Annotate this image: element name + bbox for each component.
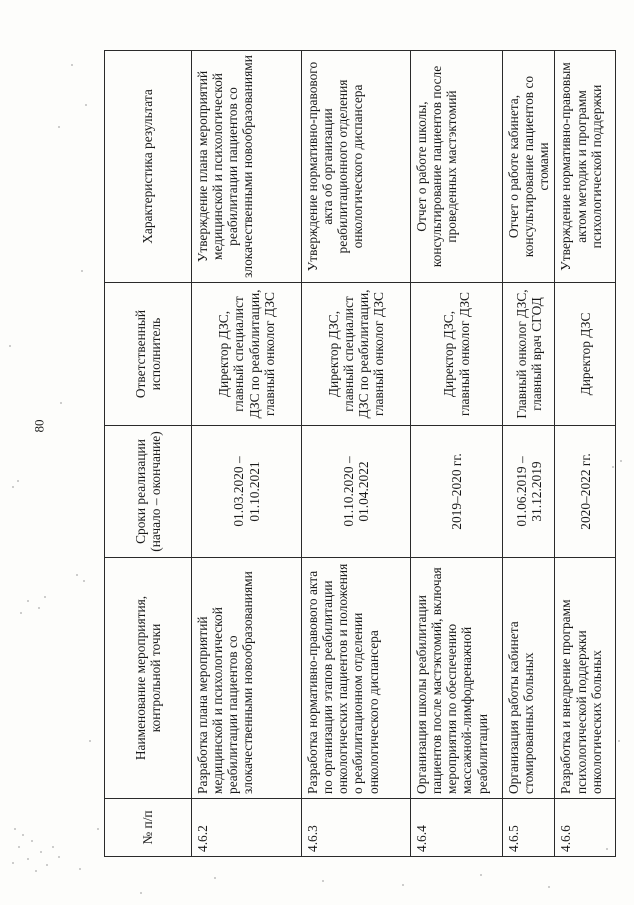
cell-responsible: Директор ДЗС, главный онколог ДЗС xyxy=(411,283,503,426)
cell-name: Организация школы реабилитации пациентов после мастэктомий, включая мероприятия по обеспечению массажной-лимфодренажной реабилитации xyxy=(411,558,503,799)
header-dates: Сроки реализации (начало – окончание) xyxy=(105,426,192,558)
header-result: Характеристика результата xyxy=(105,51,192,283)
table-header-row xyxy=(105,51,192,857)
cell-dates: 01.03.2020 – 01.10.2021 xyxy=(192,426,302,558)
cell-result: Утверждение нормативно-правовым актом методик и программ психологической поддержки xyxy=(555,51,616,283)
cell-number: 4.6.6 xyxy=(555,799,616,857)
cell-responsible: Директор ДЗС, главный специалист ДЗС по реабилитации, главный онколог ДЗС xyxy=(302,283,411,426)
cell-dates: 2019–2020 гг. xyxy=(411,426,503,558)
cell-number: 4.6.5 xyxy=(503,799,555,857)
table-row xyxy=(503,51,555,857)
cell-number: 4.6.3 xyxy=(302,799,411,857)
cell-dates: 01.06.2019 – 31.12.2019 xyxy=(503,426,555,558)
cell-responsible: Директор ДЗС xyxy=(555,283,616,426)
table-row xyxy=(192,51,302,857)
cell-number: 4.6.2 xyxy=(192,799,302,857)
measures-table xyxy=(104,50,616,857)
cell-result: Отчет о работе кабинета, консультирование пациентов со стомами xyxy=(503,51,555,283)
cell-dates: 2020–2022 гг. xyxy=(555,426,616,558)
cell-number: 4.6.4 xyxy=(411,799,503,857)
cell-dates: 01.10.2020 – 01.04.2022 xyxy=(302,426,411,558)
header-responsible: Ответственный исполнитель xyxy=(105,283,192,426)
table-row xyxy=(411,51,503,857)
table-row xyxy=(555,51,616,857)
cell-name: Разработка и внедрение программ психологической поддержки онкологических больных xyxy=(555,558,616,799)
cell-responsible: Главный онколог ДЗС, главный врач СГОД xyxy=(503,283,555,426)
header-number: № п/п xyxy=(105,799,192,857)
cell-responsible: Директор ДЗС, главный специалист ДЗС по реабилитации, главный онколог ДЗС xyxy=(192,283,302,426)
table-container xyxy=(104,51,606,857)
cell-result: Утверждение нормативно-правового акта об организации реабилитационного отделения онкологического диспансера xyxy=(302,51,411,283)
table-row xyxy=(302,51,411,857)
cell-name: Разработка нормативно-правового акта по организации этапов реабилитации онкологических пациентов и положения о реабилитационном отделении онкологического диспансера xyxy=(302,558,411,799)
cell-result: Отчет о работе школы, консультирование пациентов после проведенных мастэктомий xyxy=(411,51,503,283)
header-name: Наименование мероприятия, контрольной точки xyxy=(105,558,192,799)
cell-name: Организация работы кабинета стомированных больных xyxy=(503,558,555,799)
cell-result: Утверждение плана мероприятий медицинской и психологической реабилитации пациентов со злокачественными новообразованиями xyxy=(192,51,302,283)
page-number: 80 xyxy=(31,419,47,433)
cell-name: Разработка плана мероприятий медицинской и психологической реабилитации пациентов со злокачественными новообразованиями xyxy=(192,558,302,799)
